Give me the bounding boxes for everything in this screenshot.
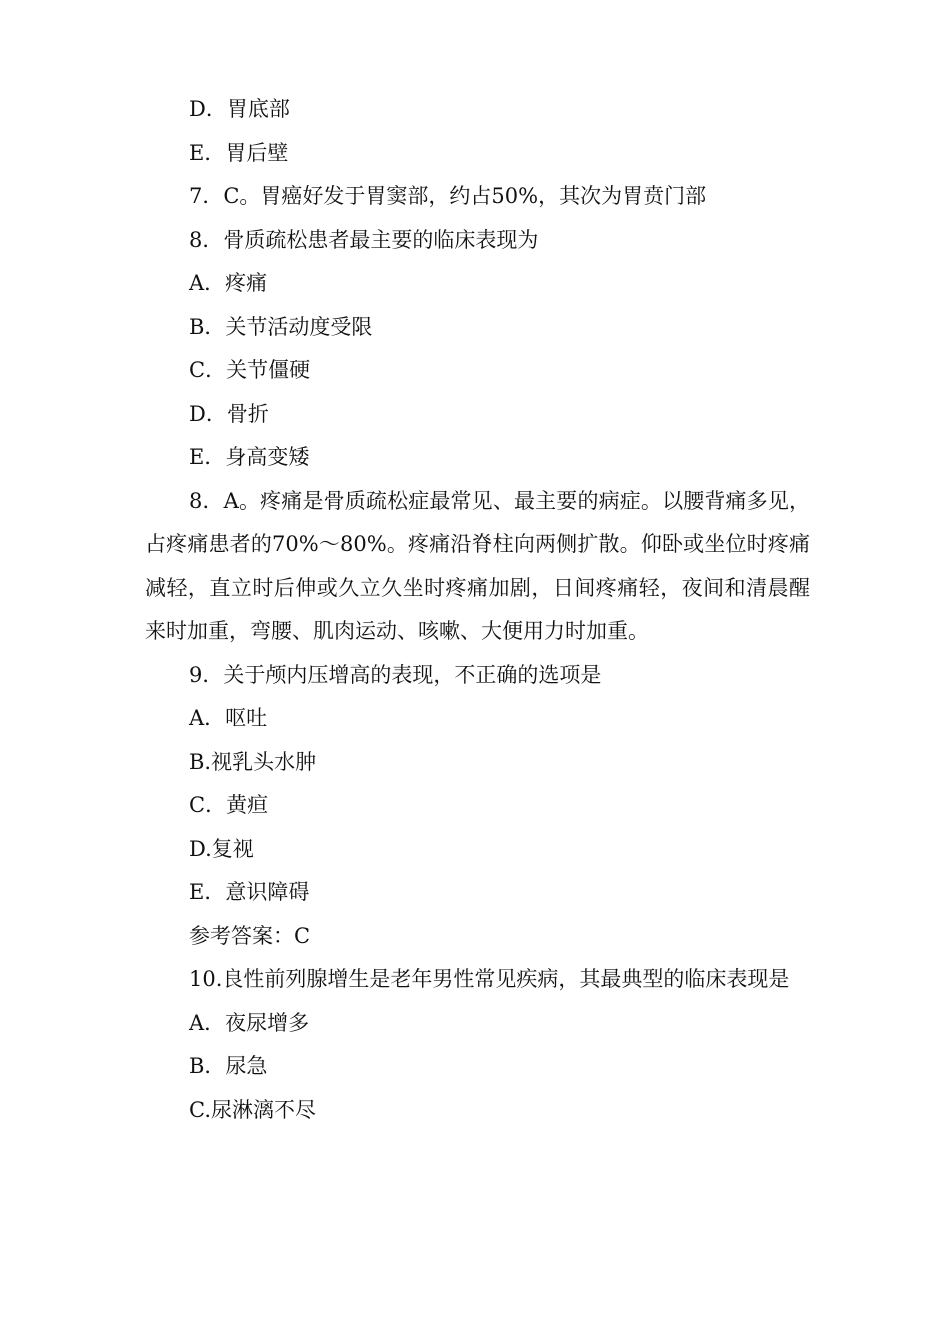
question-10: 10.良性前列腺增生是老年男性常见疾病，其最典型的临床表现是 [189,967,790,991]
question-8-option-e: E．身高变矮 [189,445,310,469]
option-d-stomach-fundus: D．胃底部 [189,97,290,121]
question-9-option-c: C．黄疸 [189,793,269,817]
question-10-option-b: B．尿急 [189,1054,268,1078]
question-8-option-d: D．骨折 [189,401,269,426]
option-e-posterior-wall: E．胃后壁 [189,140,289,165]
question-10-option-a: A．夜尿增多 [189,1010,310,1035]
document-body [145,88,810,1132]
question-9: 9．关于颅内压增高的表现，不正确的选项是 [189,662,602,687]
question-10-option-c: C.尿淋漓不尽 [189,1097,316,1122]
question-9-option-a: A．呕吐 [189,706,268,730]
question-9-option-b: B.视乳头水肿 [189,749,317,774]
question-9-option-e: E．意识障碍 [189,880,310,904]
question-8-option-a: A．疼痛 [189,271,268,295]
answer-7: 7．C。胃癌好发于胃窦部，约占50%，其次为胃贲门部 [189,184,707,208]
answer-8-explanation: 8．A。疼痛是骨质疏松症最常见、最主要的病症。以腰背痛多见，占疼痛患者的70%～80%。疼痛沿脊柱向两侧扩散。仰卧或坐位时疼痛减轻，直立时后伸或久立久坐时疼痛加剧，日间疼痛轻，夜间和清晨醒来时加重，弯腰、肌肉运动、咳嗽、大便用力时加重。 [145,488,810,643]
answer-9: 参考答案：C [189,923,311,948]
question-8-option-b: B．关节活动度受限 [189,314,373,339]
question-8-option-c: C．关节僵硬 [189,358,311,382]
question-9-option-d: D.复视 [189,836,254,861]
question-8: 8．骨质疏松患者最主要的临床表现为 [189,227,539,252]
